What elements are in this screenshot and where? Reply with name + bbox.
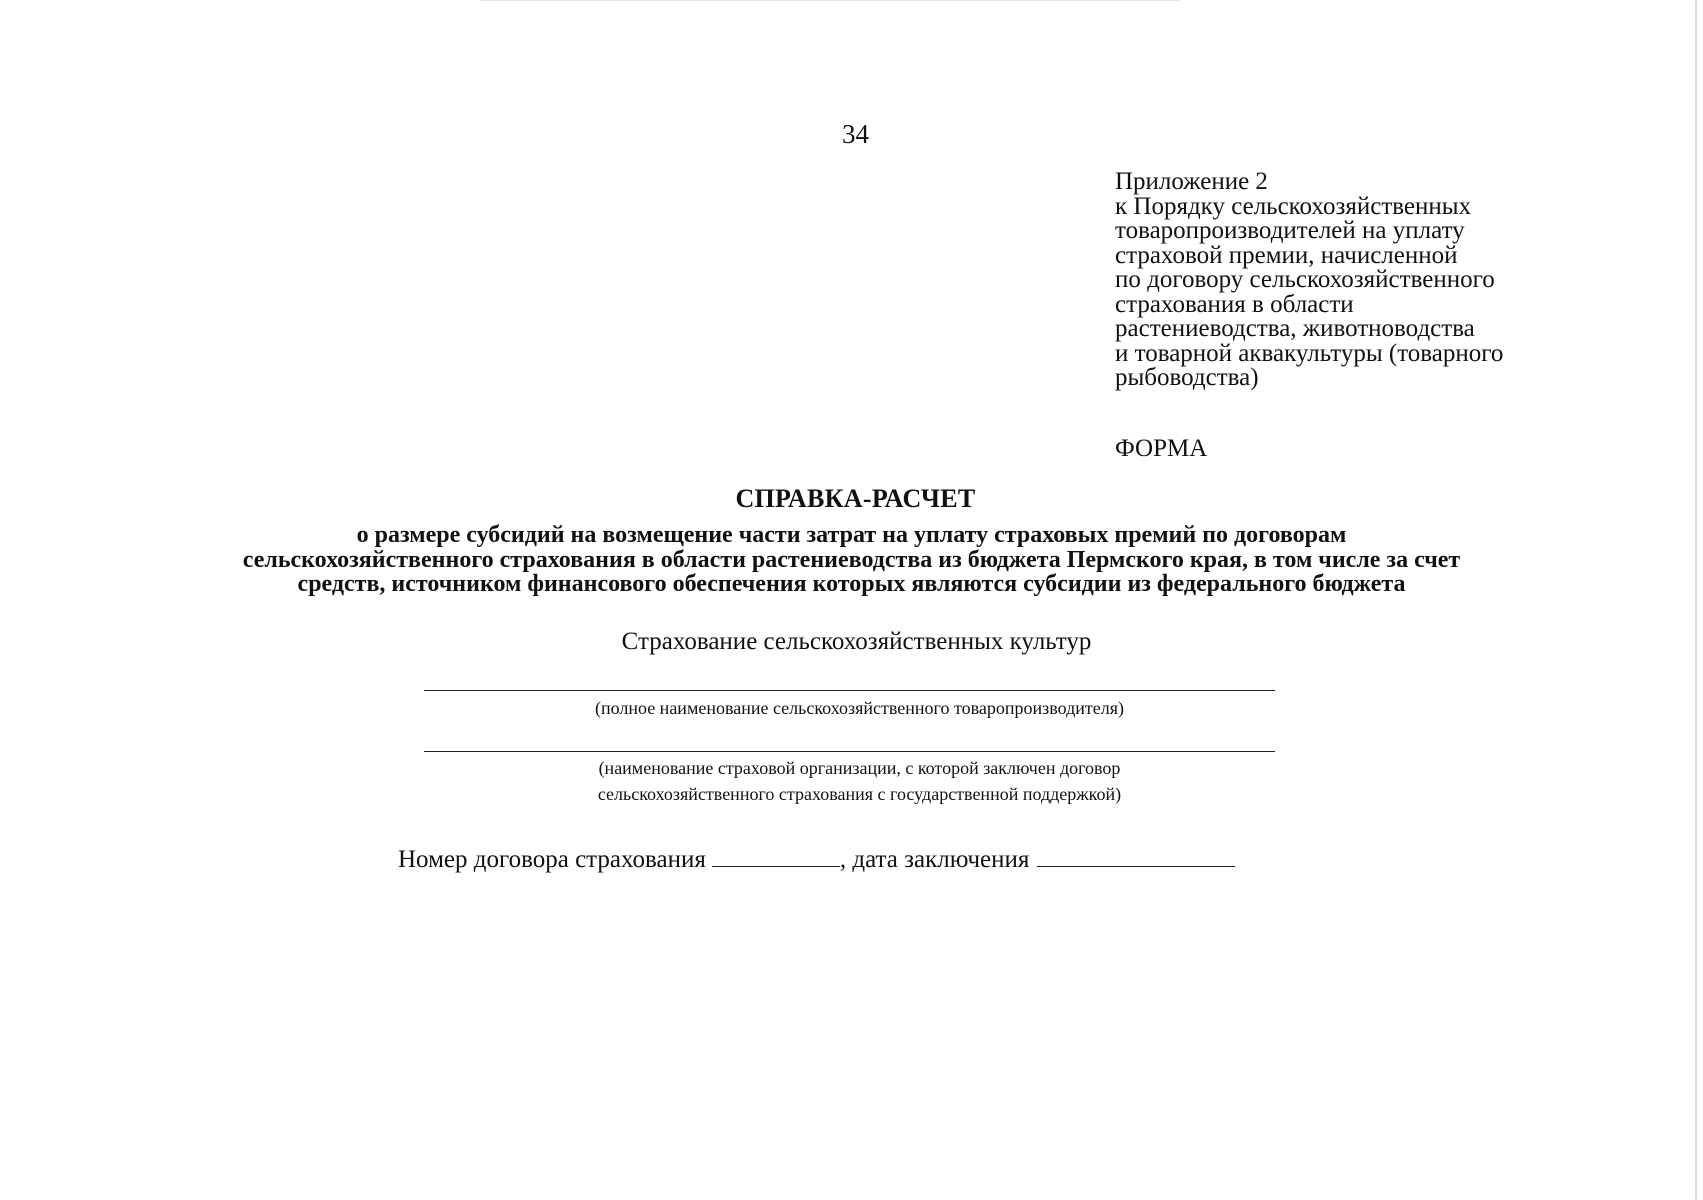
appendix-line: к Порядку сельскохозяйственных [1115, 192, 1472, 220]
scan-edge-top [480, 0, 1180, 1]
appendix-line: страховой премии, начисленной [1115, 241, 1458, 269]
page-number: 34 [842, 119, 869, 149]
appendix-line: по договору сельскохозяйственного [1115, 266, 1495, 293]
subtitle-line: о размере субсидий на возмещение части затрат на уплату страховых премий по договорам [356, 522, 1347, 548]
appendix-line: растениеводства, животноводства [1115, 315, 1475, 342]
contract-date-label: , дата заключения [839, 846, 1030, 873]
appendix-line: страхования в области [1115, 290, 1354, 318]
producer-name-caption: (полное наименование сельскохозяйственного товаропроизводителя) [594, 698, 1125, 718]
contract-number-blank[interactable] [712, 844, 840, 867]
appendix-line: рыбоводства) [1115, 364, 1259, 391]
contract-date-blank[interactable] [1037, 844, 1235, 867]
producer-name-line[interactable] [424, 690, 1275, 691]
subtitle-line: сельскохозяйственного страхования в области растениеводства из бюджета Пермского края, в том числе за счет [242, 546, 1461, 573]
document-subtitle [0, 523, 1703, 597]
scan-edge-right [1695, 0, 1697, 1200]
document-title: СПРАВКА-РАСЧЕТ [735, 484, 976, 513]
appendix-line: и товарной аквакультуры (товарного [1115, 339, 1504, 367]
insurer-name-line[interactable] [424, 751, 1275, 752]
contract-row [398, 844, 1235, 875]
caption-line: (наименование страховой организации, с которой заключен договор [598, 758, 1121, 778]
appendix-block [1115, 170, 1615, 391]
caption-line: сельскохозяйственного страхования с государственной поддержкой) [597, 784, 1122, 804]
subtitle-line: средств, источником финансового обеспечения которых являются субсидии из федерального бюджета [297, 571, 1406, 597]
insurer-name-caption [0, 755, 1703, 807]
appendix-line: Приложение 2 [1115, 168, 1268, 195]
contract-number-label: Номер договора страхования [398, 846, 706, 873]
section-title: Страхование сельскохозяйственных культур [621, 628, 1092, 655]
appendix-line: товаропроизводителей на уплату [1115, 217, 1465, 244]
form-label: ФОРМА [1115, 435, 1208, 462]
